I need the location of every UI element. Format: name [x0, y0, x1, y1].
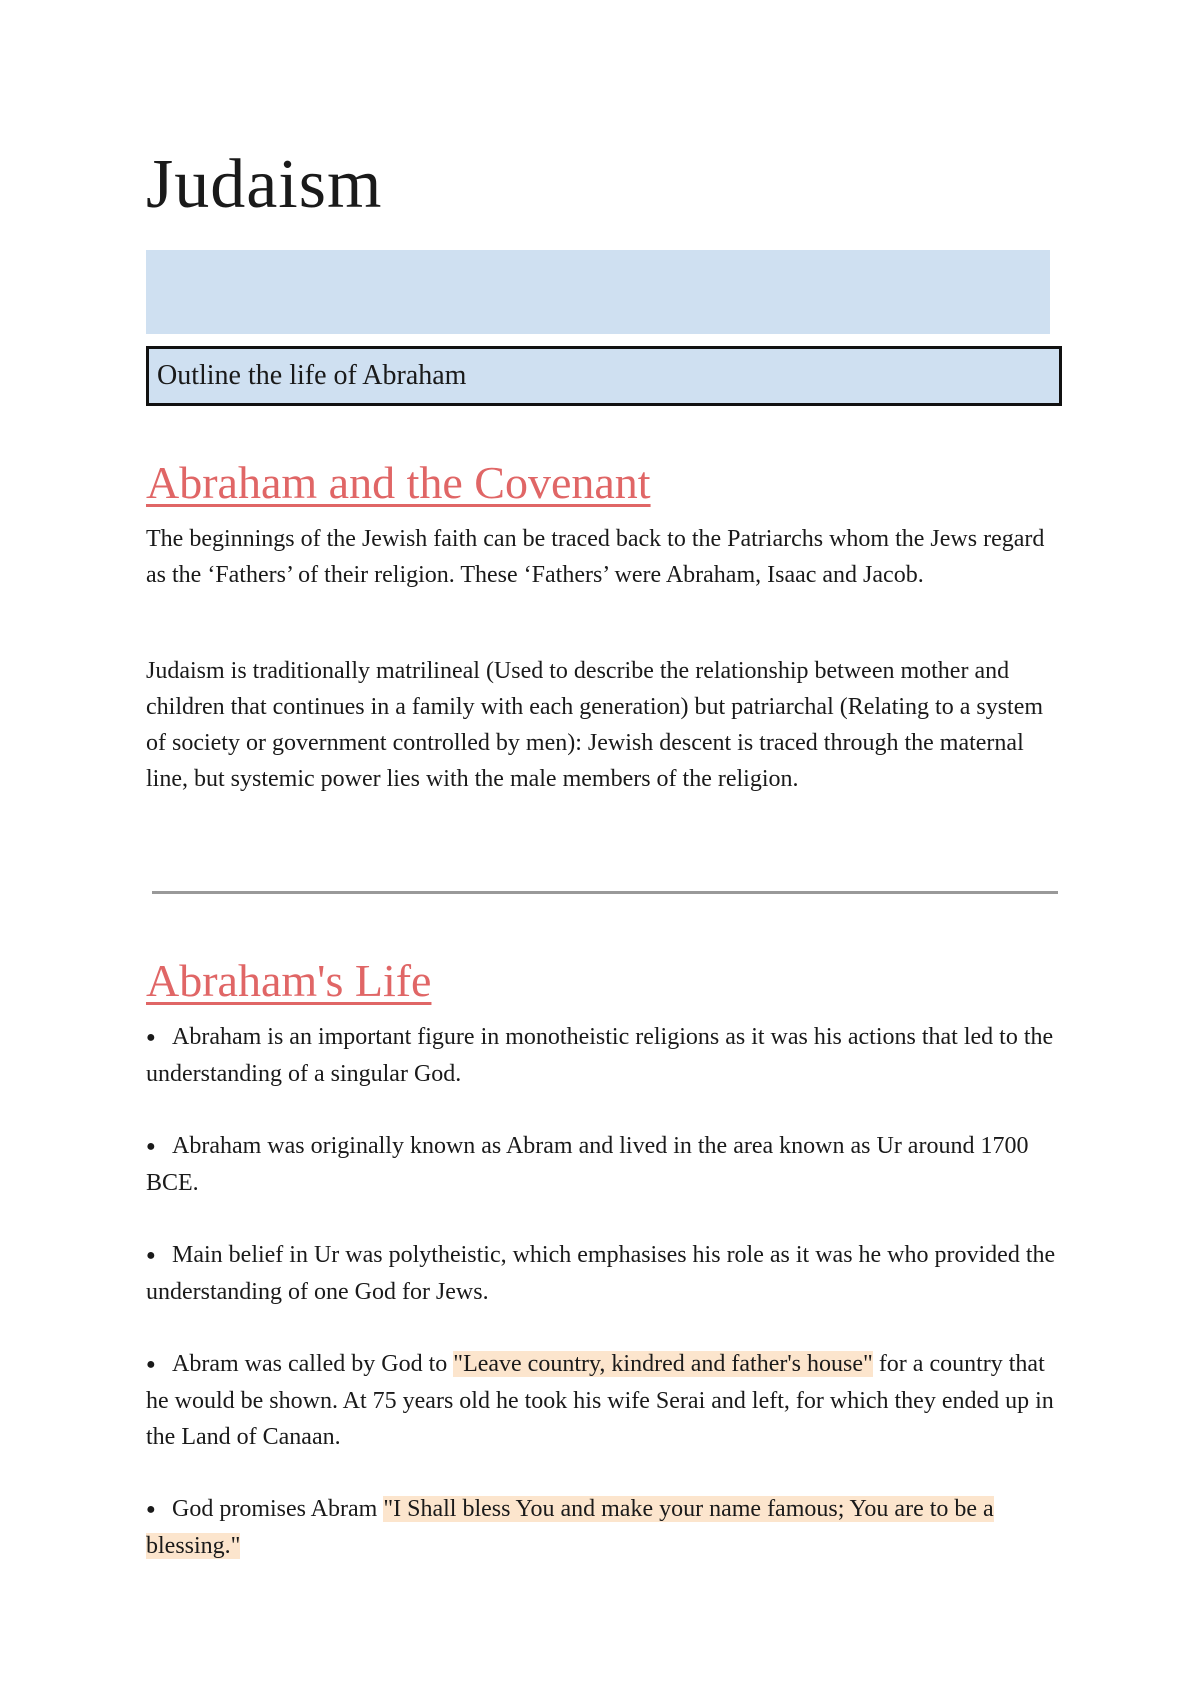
list-item-text: Abraham was originally known as Abram and lived in the area known as Ur around 1700 BCE.	[146, 1133, 1029, 1196]
list-item-text: Abraham is an important figure in monotheistic religions as it was his actions that led to the understanding of a singular God.	[146, 1024, 1054, 1087]
list-item	[146, 1128, 1066, 1201]
page-title: Judaism	[146, 146, 383, 223]
list-item	[146, 1237, 1066, 1310]
paragraph-patriarchs: The beginnings of the Jewish faith can be traced back to the Patriarchs whom the Jews regard as the ‘Fathers’ of their religion. These ‘Fathers’ were Abraham, Isaac and Jacob.	[146, 526, 1045, 588]
horizontal-divider	[152, 891, 1058, 894]
list-item	[146, 1346, 1066, 1455]
list-item-text: Main belief in Ur was polytheistic, which emphasises his role as it was he who provided the understanding of one God for Jews.	[146, 1242, 1056, 1305]
highlighted-quote: "I Shall bless You and make your name famous; You are to be a blessing."	[146, 1496, 994, 1559]
list-item-text: God promises Abram	[172, 1496, 384, 1522]
blue-banner	[146, 250, 1050, 334]
bullet-icon: ●	[146, 1501, 156, 1518]
paragraph-matrilineal: Judaism is traditionally matrilineal (Used to describe the relationship between mother and children that continues in a family with each generation) but patriarchal (Relating to a system of society or government controlled by men): Jewish descent is traced through the maternal line, but systemic power lies with the male members of the religion.	[146, 658, 1044, 792]
bullet-icon: ●	[146, 1247, 156, 1264]
bullet-icon: ●	[146, 1356, 156, 1373]
bullet-icon: ●	[146, 1029, 156, 1046]
list-item	[146, 1019, 1066, 1092]
list-item-text: for a country that he would be shown. At 75 years old he took his wife Serai and left, for which they ended up in the Land of Canaan.	[146, 1351, 1054, 1450]
highlighted-quote: "Leave country, kindred and father's house"	[453, 1351, 873, 1377]
section-heading-life: Abraham's Life	[146, 955, 432, 1006]
bullet-icon: ●	[146, 1138, 156, 1155]
section-heading-covenant: Abraham and the Covenant	[146, 457, 651, 508]
bullet-list	[146, 1019, 1066, 1600]
outline-question-box: Outline the life of Abraham	[146, 346, 1062, 406]
list-item	[146, 1491, 1066, 1564]
list-item-text: Abram was called by God to	[172, 1351, 454, 1377]
